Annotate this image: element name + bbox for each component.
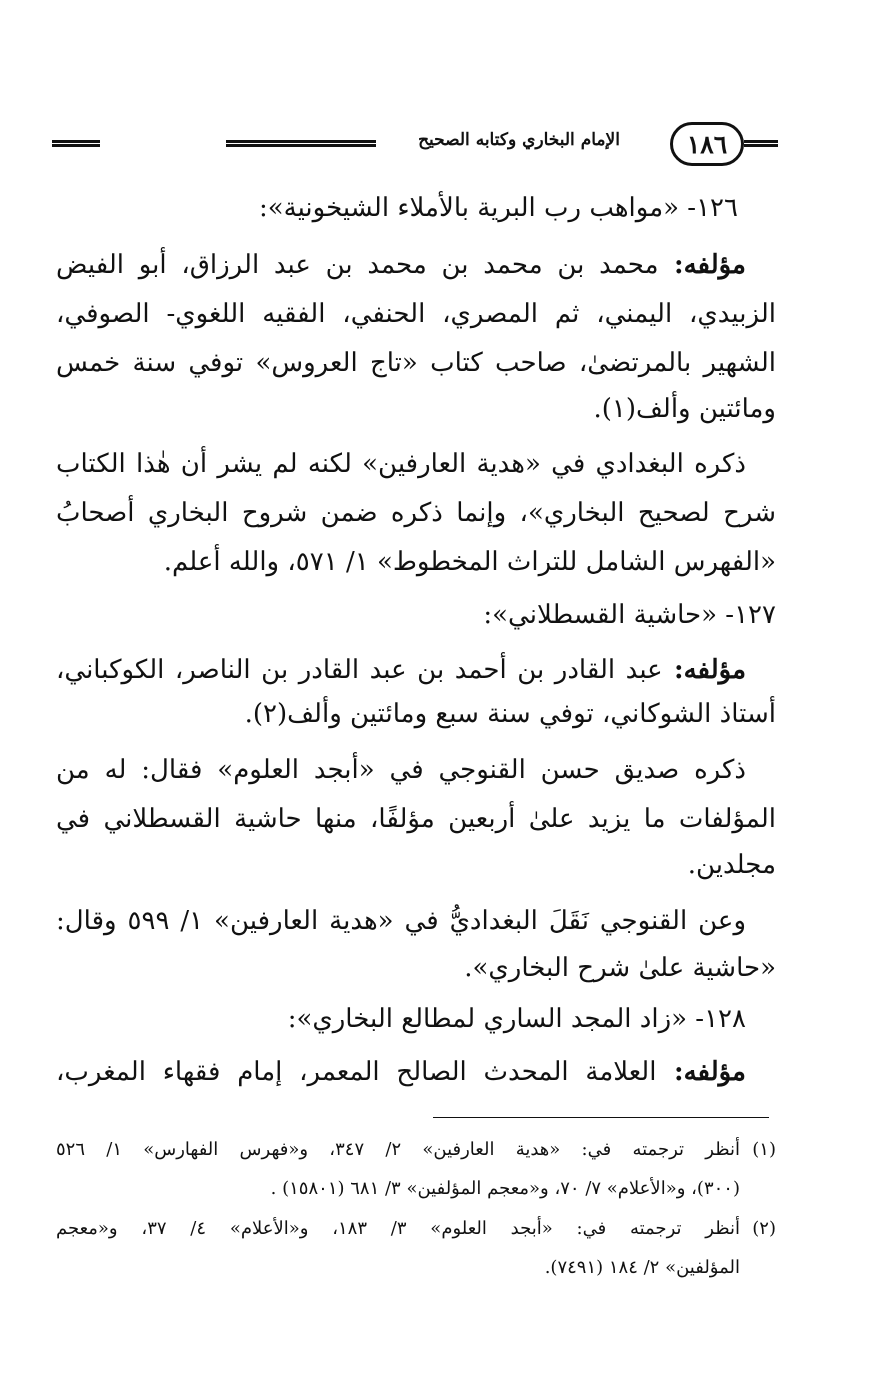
paragraph-line xyxy=(56,652,746,688)
paragraph-line: وعن القنوجي نَقَلَ البغداديُّ في «هدية العارفين» ١/ ٥٩٩ وقال: xyxy=(56,906,746,936)
header-rule-right xyxy=(744,140,778,147)
footnote-line xyxy=(56,1213,776,1245)
footnote-number: (٢) xyxy=(752,1218,776,1239)
author-label: مؤلفه: xyxy=(656,1057,746,1087)
paragraph-line: ذكره صديق حسن القنوجي في «أبجد العلوم» فقال: له من xyxy=(56,755,746,785)
line-text: محمد بن محمد بن محمد بن عبد الرزاق، أبو الفيض xyxy=(56,250,659,280)
footnote-line xyxy=(56,1134,776,1166)
paragraph-line: «الفهرس الشامل للتراث المخطوط» ١/ ٥٧١، والله أعلم. xyxy=(163,547,776,577)
running-title: الإمام البخاري وكتابه الصحيح xyxy=(418,130,620,150)
paragraph-line: المؤلفات ما يزيد علىٰ أربعين مؤلفًا، منها حاشية القسطلاني في xyxy=(56,804,776,834)
page-header xyxy=(52,120,778,170)
paragraph-line: ومائتين وألف(١). xyxy=(593,394,776,424)
author-label: مؤلفه: xyxy=(662,655,746,685)
entry-126-heading: ١٢٦- «مواهب رب البرية بالأملاء الشيخونية»: xyxy=(258,193,738,223)
line-text: العلامة المحدث الصالح المعمر، إمام فقهاء المغرب، xyxy=(56,1057,657,1087)
footnote-text: أنظر ترجمته في: «أبجد العلوم» ٣/ ١٨٣، و«الأعلام» ٤/ ٣٧، و«معجم xyxy=(56,1218,740,1239)
paragraph-line: الزبيدي، اليمني، ثم المصري، الحنفي، الفقيه اللغوي- الصوفي، xyxy=(56,299,776,329)
footnote-text: أنظر ترجمته في: «هدية العارفين» ٢/ ٣٤٧، و«فهرس الفهارس» ١/ ٥٢٦ xyxy=(56,1139,740,1160)
paragraph-line: أستاذ الشوكاني، توفي سنة سبع ومائتين وألف(٢). xyxy=(244,699,776,729)
paragraph-line: «حاشية علىٰ شرح البخاري». xyxy=(464,953,776,983)
header-rule-middle xyxy=(226,140,376,147)
footnote-line: المؤلفين» ٢/ ١٨٤ (٧٤٩١). xyxy=(544,1257,740,1278)
line-text: عبد القادر بن أحمد بن عبد القادر بن الناصر، الكوكباني، xyxy=(56,655,663,685)
paragraph-line: مجلدين. xyxy=(687,850,776,880)
page-number: ١٨٦ xyxy=(670,122,744,166)
header-rule-left xyxy=(52,140,100,147)
paragraph-line xyxy=(56,247,746,283)
paragraph-line: شرح لصحيح البخاري»، وإنما ذكره ضمن شروح البخاري أصحابُ xyxy=(56,498,776,528)
paragraph-line xyxy=(56,1054,746,1090)
entry-128-heading: ١٢٨- «زاد المجد الساري لمطالع البخاري»: xyxy=(287,1004,746,1034)
paragraph-line: ذكره البغدادي في «هدية العارفين» لكنه لم يشر أن هٰذا الكتاب xyxy=(56,449,746,479)
footnote-separator xyxy=(433,1117,769,1118)
footnote-line: (٣٠٠)، و«الأعلام» ٧/ ٧٠، و«معجم المؤلفين» ٣/ ٦٨١ (١٥٨٠١) . xyxy=(270,1178,740,1199)
entry-127-heading: ١٢٧- «حاشية القسطلاني»: xyxy=(483,600,776,630)
footnote-number: (١) xyxy=(752,1139,776,1160)
author-label: مؤلفه: xyxy=(658,250,746,280)
paragraph-line: الشهير بالمرتضىٰ، صاحب كتاب «تاج العروس» توفي سنة خمس xyxy=(56,348,776,378)
